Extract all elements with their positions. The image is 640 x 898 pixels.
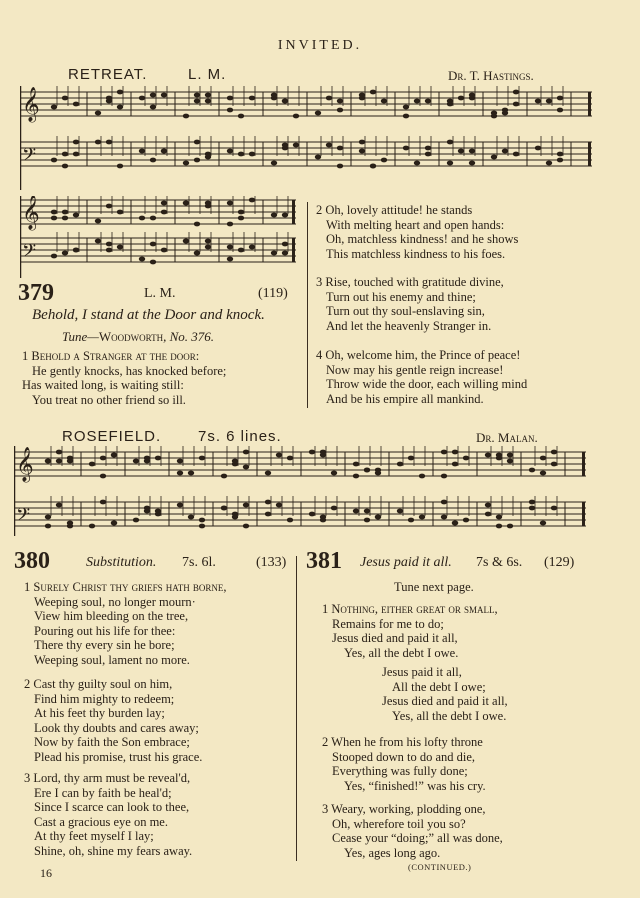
hymn-381-tune-note: Tune next page. — [394, 580, 474, 594]
column-divider-bottom — [296, 556, 297, 861]
hymn-379-stanza-1: 1 Behold a Stranger at the door: He gently knocks, has knocked before; Has waited long, is waiting still: You treat no other friend so ill. — [22, 349, 227, 407]
score-retreat-top — [20, 86, 592, 190]
page-header: INVITED. — [277, 38, 363, 53]
hymn-381-ref: (129) — [544, 555, 575, 570]
hymn-380-meter: 7s. 6l. — [182, 555, 216, 570]
svg-text:𝄞: 𝄞 — [22, 196, 40, 230]
composer-retreat: Dr. T. Hastings. — [448, 68, 534, 83]
hymn-379-tune-reference: Tune—Woodworth, No. 376. — [62, 329, 214, 344]
page-number: 16 — [40, 866, 52, 880]
tune-meter-retreat: L. M. — [188, 66, 227, 83]
hymn-379-title: Behold, I stand at the Door and knock. — [32, 307, 265, 323]
hymn-381-stanza-1: 1 Nothing, either great or small, Remains for me to do; Jesus died and paid it all, Yes, all the debt I owe. — [322, 602, 498, 660]
hymn-381-title: Jesus paid it all. — [360, 555, 452, 570]
hymn-381-meter: 7s & 6s. — [476, 555, 523, 570]
hymn-380-ref: (133) — [256, 555, 287, 570]
svg-text:𝄢: 𝄢 — [22, 145, 37, 170]
score-retreat-bottom — [20, 196, 296, 278]
hymn-379-stanza-4: 4 Oh, welcome him, the Prince of peace! Now may his gentle reign increase! Throw wide the door, each willing mind And be his empire all mankind. — [316, 348, 528, 406]
hymn-379-ref: (119) — [258, 286, 288, 301]
svg-text:𝄞: 𝄞 — [22, 87, 40, 122]
hymn-380-stanza-1: 1 Surely Christ thy griefs hath borne, Weeping soul, no longer mourn· View him bleeding on the tree, Pouring out his life for thee: There thy every sin he bore; Weeping soul, lament no more. — [24, 580, 227, 667]
svg-text:𝄢: 𝄢 — [22, 241, 37, 266]
hymn-381-stanza-3: 3 Weary, working, plodding one, Oh, wherefore toil you so? Cease your “doing;” all was done, Yes, ages long ago. — [322, 802, 503, 860]
hymn-381-stanza-2: 2 When he from his lofty throne Stooped down to do and die, Everything was fully done; Yes, “finished!” was his cry. — [322, 735, 486, 793]
composer-rosefield: Dr. Malan. — [476, 430, 538, 445]
hymn-379-number: 379 — [18, 280, 54, 306]
tune-meter-rosefield: 7s. 6 lines. — [198, 428, 282, 445]
hymn-380-title: Substitution. — [86, 555, 157, 570]
svg-text:𝄞: 𝄞 — [16, 447, 34, 482]
hymn-381-number: 381 — [306, 548, 342, 574]
tune-title-retreat: RETREAT. — [68, 66, 148, 83]
column-divider-top — [307, 202, 308, 408]
hymn-379-stanza-2: 2 Oh, lovely attitude! he stands With melting heart and open hands: Oh, matchless kindness! and he shows This matchless kindness to his foes. — [316, 203, 519, 261]
svg-text:𝄢: 𝄢 — [16, 505, 31, 530]
tune-title-rosefield: ROSEFIELD. — [62, 428, 162, 445]
hymn-380-stanza-3: 3 Lord, thy arm must be reveal'd, Ere I can by faith be heal'd; Since I scarce can look to thee, Cast a gracious eye on me. At thy feet myself I lay; Shine, oh, shine my fears away. — [24, 771, 193, 858]
hymn-380-number: 380 — [14, 548, 50, 574]
hymn-381-chorus: Jesus paid it all, All the debt I owe; Jesus died and paid it all, Yes, all the debt I owe. — [382, 665, 508, 723]
score-rosefield — [14, 446, 586, 536]
hymn-380-stanza-2: 2 Cast thy guilty soul on him, Find him mighty to redeem; At his feet thy burden lay; Look thy doubts and cares away; Now by faith the Son embrace; Plead his promise, trust his grace. — [24, 677, 203, 764]
continued-note: (CONTINUED.) — [408, 862, 472, 872]
hymn-379-stanza-3: 3 Rise, touched with gratitude divine, Turn out his enemy and thine; Turn out thy soul-enslaving sin, And let the heavenly Stranger in. — [316, 275, 504, 333]
hymn-379-meter: L. M. — [144, 286, 176, 301]
